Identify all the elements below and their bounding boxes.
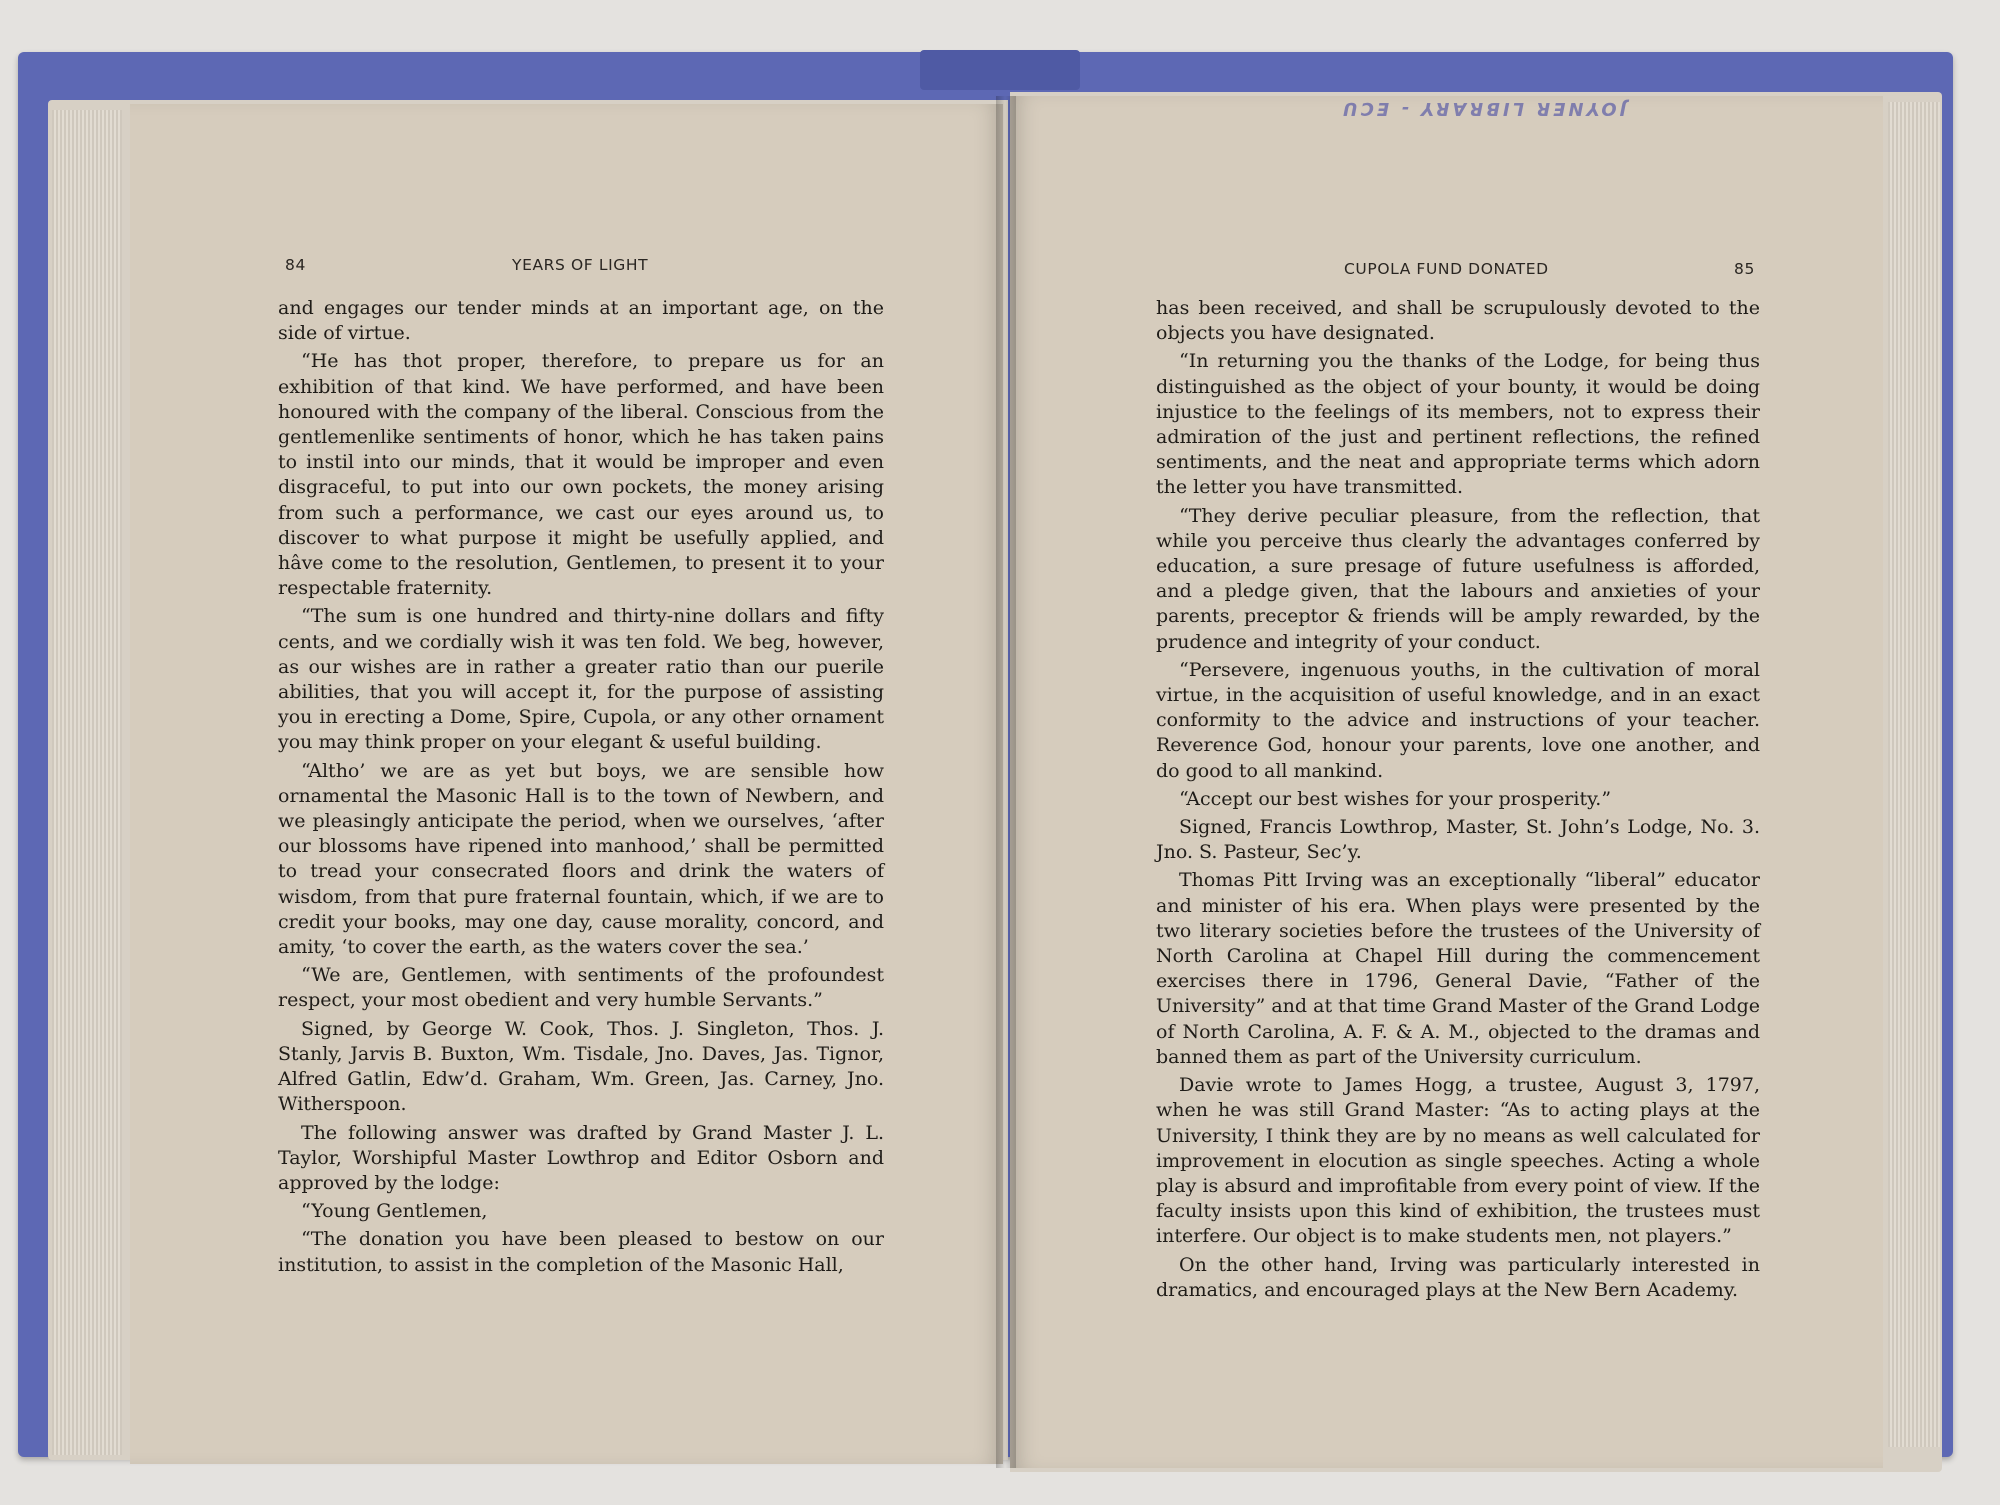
left-page-text bbox=[278, 296, 884, 1278]
paragraph: “Young Gentlemen, bbox=[301, 1200, 488, 1223]
paragraph: Thomas Pitt Irving was an exceptionally “liberal” educator and minister of his era. When plays were presented by the two literary societies before the trustees of the University of North Carolina at Chapel Hill during the commencement exercises there in 1796, General Davie, “Father of the University” and at that time Grand Master of the Grand Lodge of North Carolina, A. F. & A. M., objected to the dramas and banned them as part of the University curriculum. bbox=[1156, 869, 1760, 1068]
left-page-edges bbox=[52, 110, 122, 1455]
library-stamp: JOYNER LIBRARY - ECU bbox=[1340, 98, 1627, 119]
paragraph: “In returning you the thanks of the Lodge, for being thus distinguished as the object of your bounty, it would be doing injustice to the feelings of its members, not to express their admiration of the just and pertinent reflections, the refined sentiments, and the neat and appropriate terms which adorn the letter you have transmitted. bbox=[1156, 350, 1760, 499]
paragraph: “He has thot proper, therefore, to prepare us for an exhibition of that kind. We have performed, and have been honoured with the company of the liberal. Conscious from the gentlemenlike sentiments of honor, which he has taken pains to instil into our minds, that it would be improper and even disgraceful, to put into our own pockets, the money arising from such a performance, we cast our eyes around us, to discover to what purpose it might be usefully applied, and hâve come to the resolution, Gentlemen, to present it to your respectable fraternity. bbox=[278, 350, 884, 600]
right-page-edges bbox=[1888, 102, 1940, 1447]
running-head-right: CUPOLA FUND DONATED bbox=[1344, 260, 1549, 278]
paragraph: and engages our tender minds at an important age, on the side of virtue. bbox=[278, 297, 884, 345]
paragraph: Signed, by George W. Cook, Thos. J. Singleton, Thos. J. Stanly, Jarvis B. Buxton, Wm. Tisdale, Jno. Daves, Jas. Tignor, Alfred Gatlin, Edw’d. Graham, Wm. Green, Jas. Carney, Jno. Witherspoon. bbox=[278, 1017, 884, 1116]
left-page bbox=[130, 104, 1003, 1464]
paragraph: Signed, Francis Lowthrop, Master, St. John’s Lodge, No. 3. Jno. S. Pasteur, Sec’y. bbox=[1156, 816, 1760, 864]
paragraph: “Accept our best wishes for your prosperity.” bbox=[1179, 787, 1612, 810]
paragraph: “Persevere, ingenuous youths, in the cultivation of moral virtue, in the acquisition of useful knowledge, and in an exact conformity to the advice and instructions of your teacher. Reverence God, honour your parents, love one another, and do good to all mankind. bbox=[1156, 658, 1760, 782]
paragraph: Davie wrote to James Hogg, a trustee, August 3, 1797, when he was still Grand Master: “As to acting plays at the University, I think they are by no means as well calculated for improvement in elocution as single speeches. Acting a whole play is absurd and improfitable from every point of view. If the faculty insists upon this kind of exhibition, the trustees must interfere. Our object is to make students men, not players.” bbox=[1156, 1074, 1760, 1248]
paragraph: “The sum is one hundred and thirty-nine dollars and fifty cents, and we cordially wish it was ten fold. We beg, however, as our wishes are in rather a greater ratio than our puerile abilities, that you will accept it, for the purpose of assisting you in erecting a Dome, Spire, Cupola, or any other ornament you may think proper on your elegant & useful building. bbox=[278, 605, 884, 754]
paragraph: “The donation you have been pleased to bestow on our institution, to assist in the completion of the Masonic Hall, bbox=[278, 1228, 884, 1276]
paragraph: On the other hand, Irving was particularly interested in dramatics, and encouraged plays at the New Bern Academy. bbox=[1156, 1253, 1760, 1301]
page-number-left: 84 bbox=[285, 256, 306, 274]
page-number-right: 85 bbox=[1734, 260, 1755, 278]
right-page bbox=[1010, 96, 1883, 1468]
right-page-text bbox=[1156, 296, 1760, 1303]
book-spine bbox=[920, 50, 1080, 90]
paragraph: “Altho’ we are as yet but boys, we are sensible how ornamental the Masonic Hall is to the town of Newbern, and we pleasingly anticipate the period, when we ourselves, ‘after our blossoms have ripened into manhood,’ shall be permitted to tread your consecrated floors and drink the waters of wisdom, from that pure fraternal fountain, which, if we are to credit your books, may one day, cause morality, concord, and amity, ‘to cover the earth, as the waters cover the sea.’ bbox=[278, 759, 884, 959]
book-gutter bbox=[996, 96, 1016, 1468]
paragraph: The following answer was drafted by Grand Master J. L. Taylor, Worshipful Master Lowthrop and Editor Osborn and approved by the lodge: bbox=[278, 1121, 884, 1194]
running-head-left: YEARS OF LIGHT bbox=[512, 256, 649, 274]
paragraph: “We are, Gentlemen, with sentiments of the profoundest respect, your most obedient and very humble Servants.” bbox=[278, 964, 884, 1012]
paragraph: has been received, and shall be scrupulously devoted to the objects you have designated. bbox=[1156, 297, 1760, 345]
paragraph: “They derive peculiar pleasure, from the reflection, that while you perceive thus clearly the advantages conferred by education, a sure presage of future usefulness is afforded, and a pledge given, that the labours and anxieties of your parents, preceptor & friends will be amply rewarded, by the prudence and integrity of your conduct. bbox=[1156, 504, 1760, 653]
